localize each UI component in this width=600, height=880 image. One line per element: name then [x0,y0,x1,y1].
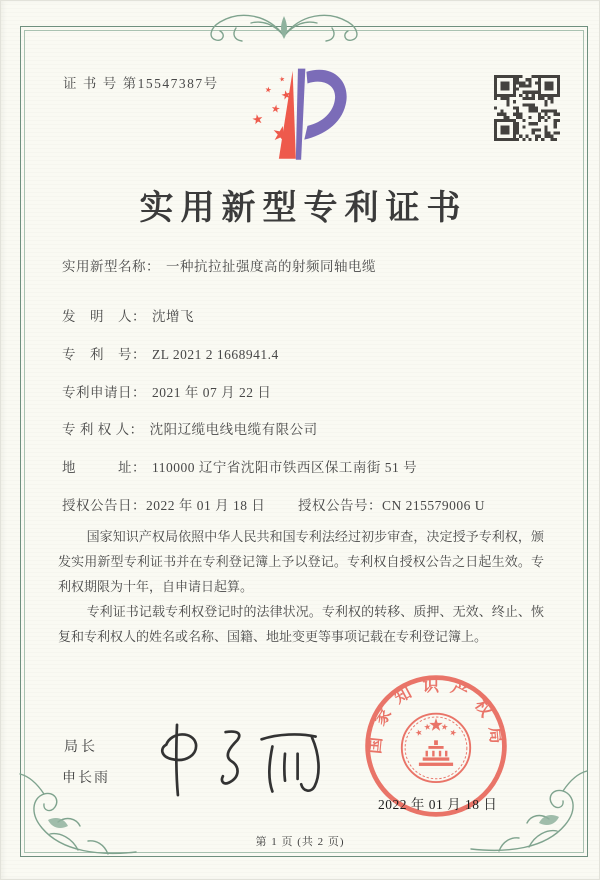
field-label: 实用新型名称： [62,259,160,274]
field-grant-row [62,494,580,514]
top-frame-ornament-icon [196,6,372,50]
field-value: 110000 辽宁省沈阳市铁西区保工南街 51 号 [152,460,418,475]
signer-name: 申长雨 [62,771,110,786]
seal-national-emblem [402,714,470,782]
ornament-leaf [48,818,68,828]
legal-text [58,524,544,649]
qr-code-icon [494,75,560,141]
cnipa-logo-icon [243,58,355,164]
seal-date: 2022 年 01 月 18 日 [378,797,498,812]
field-value: ZL 2021 2 1668941.4 [152,347,279,362]
field-label: 专 利 号： [62,347,146,362]
legal-paragraph-1: 国家知识产权局依照中华人民共和国专利法经过初步审查，决定授予专利权，颁发实用新型专利证书并在专利登记簿上予以登记。专利权自授权公告之日起生效。专利权期限为十年，自申请日起算。 [58,529,544,594]
field-value: 沈阳辽缆电线电缆有限公司 [149,422,318,437]
field-value: 一种抗拉扯强度高的射频同轴电缆 [166,259,376,274]
field-address [62,456,560,476]
logo-p-bowl [304,70,346,140]
logo-stars [252,76,292,143]
field-label: 专 利 权 人： [62,422,144,437]
field-label: 地 址： [62,460,146,475]
certificate-number: 证 书 号 第15547387号 [63,76,219,91]
grant-date-value: 2022 年 01 月 18 日 [146,498,266,513]
field-label: 专利申请日： [62,385,146,400]
legal-paragraph-2: 专利证书记载专利权登记时的法律状况。专利权的转移、质押、无效、终止、恢复和专利权人的姓名或名称、国籍、地址变更等事项记载在专利登记簿上。 [58,604,544,644]
grant-number-value: CN 215579006 U [382,498,486,513]
grant-number-pair [298,494,485,514]
seal-text: 国家知识产权局 [364,675,508,755]
page-footer: 第 1 页 (共 2 页) [255,836,345,848]
field-filing-date [62,381,560,401]
signer-title: 局长 [64,740,98,755]
field-patent-number [62,343,560,363]
field-utility-model-name [62,255,560,275]
director-signature-icon [150,716,330,804]
field-patentee [62,418,560,438]
logo-red-spike [279,71,296,159]
field-value: 2021 年 07 月 22 日 [152,385,272,400]
field-value: 沈增飞 [152,309,194,324]
field-inventor [62,305,560,325]
grant-number-label: 授权公告号： [298,498,382,513]
certificate-title: 实用新型专利证书 [139,190,468,227]
ornament-leaf [281,16,287,39]
logo-p-stem [296,69,306,160]
field-label: 发 明 人： [62,309,146,324]
grant-date-label: 授权公告日： [62,498,146,513]
